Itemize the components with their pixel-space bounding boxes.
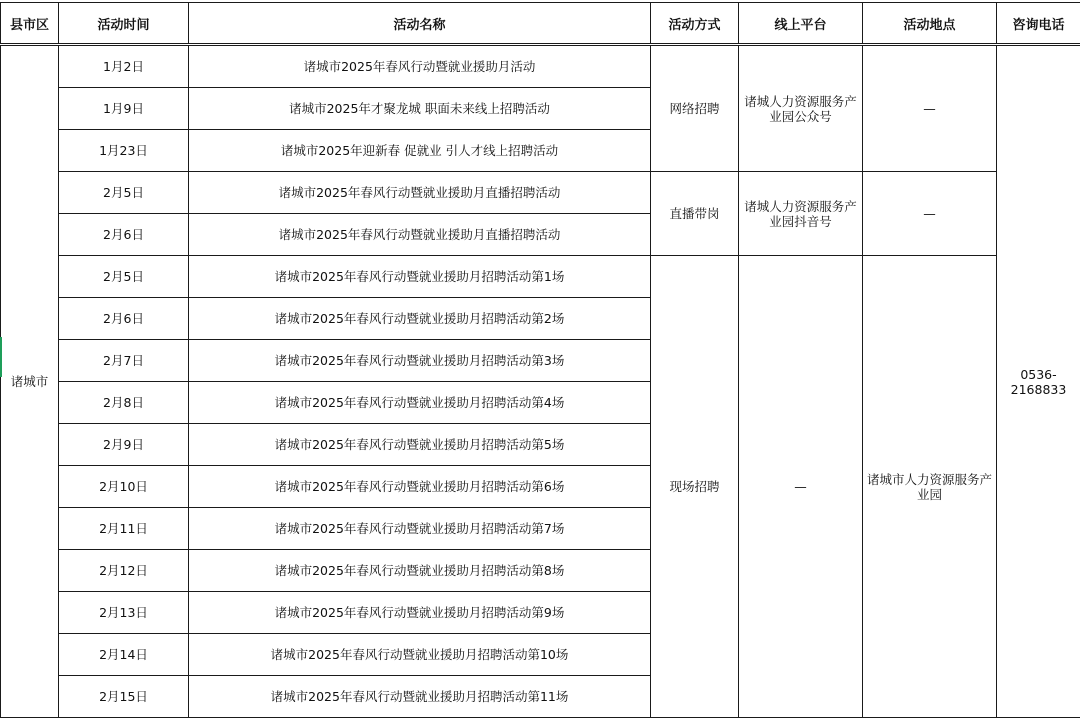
header-method: 活动方式 bbox=[651, 3, 739, 45]
table-row bbox=[1, 256, 1080, 298]
method-cell-online: 网络招聘 bbox=[651, 45, 739, 172]
activity-name-cell: 诸城市2025年迎新春 促就业 引人才线上招聘活动 bbox=[189, 130, 651, 172]
date-cell: 1月23日 bbox=[59, 130, 189, 172]
activity-name-cell: 诸城市2025年春风行动暨就业援助月直播招聘活动 bbox=[189, 172, 651, 214]
activity-name-cell: 诸城市2025年春风行动暨就业援助月招聘活动第2场 bbox=[189, 298, 651, 340]
table-row bbox=[1, 45, 1080, 88]
date-cell: 2月9日 bbox=[59, 424, 189, 466]
date-cell: 1月2日 bbox=[59, 45, 189, 88]
date-cell: 2月5日 bbox=[59, 256, 189, 298]
location-cell-live: — bbox=[863, 172, 997, 256]
schedule-table bbox=[0, 2, 1080, 718]
header-name: 活动名称 bbox=[189, 3, 651, 45]
activity-name-cell: 诸城市2025年春风行动暨就业援助月招聘活动第3场 bbox=[189, 340, 651, 382]
activity-name-cell: 诸城市2025年春风行动暨就业援助月活动 bbox=[189, 45, 651, 88]
activity-name-cell: 诸城市2025年春风行动暨就业援助月招聘活动第8场 bbox=[189, 550, 651, 592]
selection-accent-line bbox=[0, 337, 2, 377]
activity-name-cell: 诸城市2025年春风行动暨就业援助月招聘活动第5场 bbox=[189, 424, 651, 466]
activity-name-cell: 诸城市2025年春风行动暨就业援助月招聘活动第9场 bbox=[189, 592, 651, 634]
activity-name-cell: 诸城市2025年春风行动暨就业援助月直播招聘活动 bbox=[189, 214, 651, 256]
header-phone: 咨询电话 bbox=[997, 3, 1080, 45]
date-cell: 2月8日 bbox=[59, 382, 189, 424]
header-county: 县市区 bbox=[1, 3, 59, 45]
activity-name-cell: 诸城市2025年春风行动暨就业援助月招聘活动第7场 bbox=[189, 508, 651, 550]
method-cell-onsite: 现场招聘 bbox=[651, 256, 739, 718]
date-cell: 2月6日 bbox=[59, 214, 189, 256]
header-time: 活动时间 bbox=[59, 3, 189, 45]
activity-name-cell: 诸城市2025年春风行动暨就业援助月招聘活动第10场 bbox=[189, 634, 651, 676]
date-cell: 2月7日 bbox=[59, 340, 189, 382]
activity-name-cell: 诸城市2025年春风行动暨就业援助月招聘活动第6场 bbox=[189, 466, 651, 508]
date-cell: 2月15日 bbox=[59, 676, 189, 718]
platform-cell-online: 诸城人力资源服务产业园公众号 bbox=[739, 45, 863, 172]
phone-cell: 0536-2168833 bbox=[997, 45, 1080, 718]
header-location: 活动地点 bbox=[863, 3, 997, 45]
date-cell: 2月6日 bbox=[59, 298, 189, 340]
location-cell-onsite: 诸城市人力资源服务产业园 bbox=[863, 256, 997, 718]
date-cell: 2月13日 bbox=[59, 592, 189, 634]
date-cell: 1月9日 bbox=[59, 88, 189, 130]
platform-cell-onsite: — bbox=[739, 256, 863, 718]
activity-name-cell: 诸城市2025年春风行动暨就业援助月招聘活动第11场 bbox=[189, 676, 651, 718]
platform-cell-live: 诸城人力资源服务产业园抖音号 bbox=[739, 172, 863, 256]
date-cell: 2月5日 bbox=[59, 172, 189, 214]
county-cell: 诸城市 bbox=[1, 45, 59, 718]
method-cell-live: 直播带岗 bbox=[651, 172, 739, 256]
date-cell: 2月14日 bbox=[59, 634, 189, 676]
location-cell-online: — bbox=[863, 45, 997, 172]
activity-name-cell: 诸城市2025年春风行动暨就业援助月招聘活动第1场 bbox=[189, 256, 651, 298]
activity-name-cell: 诸城市2025年才聚龙城 职面未来线上招聘活动 bbox=[189, 88, 651, 130]
activity-name-cell: 诸城市2025年春风行动暨就业援助月招聘活动第4场 bbox=[189, 382, 651, 424]
header-platform: 线上平台 bbox=[739, 3, 863, 45]
header-row bbox=[1, 3, 1080, 45]
date-cell: 2月11日 bbox=[59, 508, 189, 550]
date-cell: 2月10日 bbox=[59, 466, 189, 508]
date-cell: 2月12日 bbox=[59, 550, 189, 592]
table-row bbox=[1, 172, 1080, 214]
